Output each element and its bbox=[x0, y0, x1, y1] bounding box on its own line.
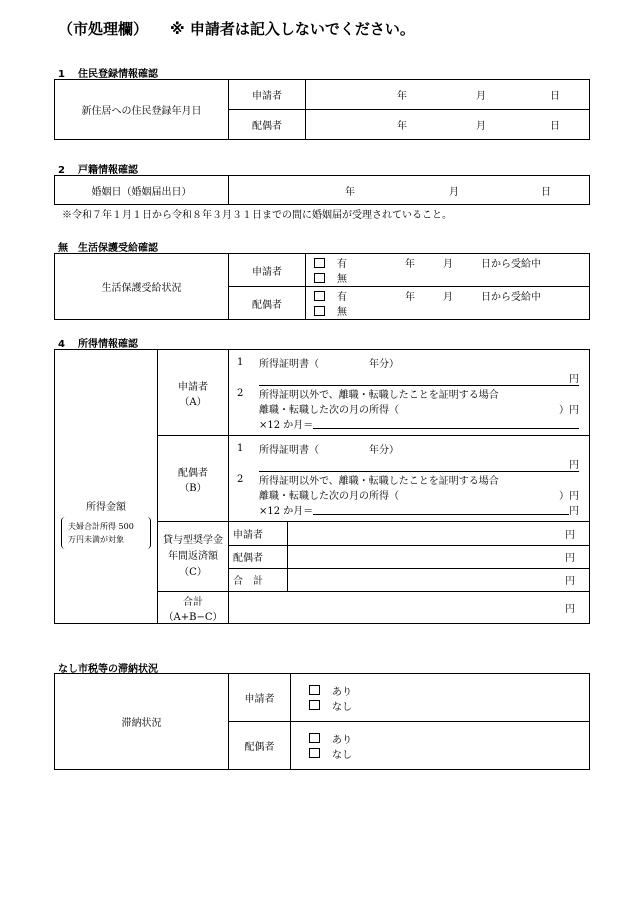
section-5-title: なし市税等の滞納状況 bbox=[58, 664, 158, 675]
resident-applicant-label: 申請者 bbox=[229, 80, 306, 110]
marriage-date-field[interactable]: 年 月 日 bbox=[229, 176, 590, 205]
welfare-spouse-options: 有 年 月 日から受給中 無 bbox=[306, 287, 590, 320]
resident-applicant-date[interactable]: 年 月 日 bbox=[306, 80, 590, 110]
arrears-applicant-label: 申請者 bbox=[229, 674, 291, 722]
welfare-spouse-no-checkbox[interactable] bbox=[314, 306, 325, 316]
scholarship-applicant-label: 申請者 bbox=[229, 522, 287, 545]
section-4-title: 4 所得情報確認 bbox=[58, 339, 138, 350]
welfare-table bbox=[54, 253, 590, 320]
welfare-applicant-no-checkbox[interactable] bbox=[314, 273, 325, 283]
welfare-applicant-label: 申請者 bbox=[229, 254, 306, 287]
family-register-table bbox=[54, 175, 590, 205]
resident-row-label: 新住居への住民登録年月日 bbox=[55, 80, 229, 140]
grand-total-label: 合計 （A+B−C） bbox=[158, 592, 229, 624]
welfare-applicant-yes-checkbox[interactable] bbox=[314, 258, 325, 268]
income-applicant-cert-amount[interactable]: 円 bbox=[259, 370, 579, 386]
income-spouse-label: 配偶者 （B） bbox=[158, 436, 229, 522]
arrears-spouse-options: あり なし bbox=[291, 722, 590, 770]
scholarship-total-label: 合 計 bbox=[229, 568, 287, 591]
resident-spouse-label: 配偶者 bbox=[229, 110, 306, 140]
income-spouse-cert-amount[interactable]: 円 bbox=[259, 456, 579, 472]
arrears-spouse-label: 配偶者 bbox=[229, 722, 291, 770]
income-table bbox=[54, 349, 590, 624]
scholarship-applicant-amount[interactable]: 円 bbox=[565, 529, 575, 541]
income-label-cell bbox=[55, 350, 158, 624]
arrears-row-label: 滞納状況 bbox=[55, 674, 229, 770]
resident-spouse-date[interactable]: 年 月 日 bbox=[306, 110, 590, 140]
welfare-row-label: 生活保護受給状況 bbox=[55, 254, 229, 320]
scholarship-spouse-amount[interactable]: 円 bbox=[287, 545, 589, 568]
arrears-spouse-yes-checkbox[interactable] bbox=[309, 733, 320, 743]
arrears-applicant-options: あり なし bbox=[291, 674, 590, 722]
welfare-applicant-options: 有 年 月 日から受給中 無 bbox=[306, 254, 590, 287]
arrears-applicant-no-checkbox[interactable] bbox=[309, 700, 320, 710]
marriage-note: ※令和７年１月１日から令和８年３月３１日までの間に婚姻届が受理されていること。 bbox=[62, 210, 452, 221]
income-spouse-detail: 1 所得証明書（ 年分） 円 2 所得証明以外で、離職・転職したことを証明する場合 離職・転職した次の月の所得（ ）円 ×12 か月＝ 円 bbox=[229, 436, 590, 522]
income-applicant-label: 申請者 （A） bbox=[158, 350, 229, 436]
arrears-spouse-no-checkbox[interactable] bbox=[309, 748, 320, 758]
income-bracket-note: 夫婦合計所得 500 万円未満が対象 bbox=[61, 517, 151, 549]
scholarship-total-amount[interactable]: 円 bbox=[287, 568, 589, 591]
tax-arrears-table bbox=[54, 673, 590, 770]
page-header bbox=[58, 18, 415, 39]
header-label: （市処理欄） bbox=[58, 20, 149, 38]
welfare-spouse-label: 配偶者 bbox=[229, 287, 306, 320]
arrears-applicant-yes-checkbox[interactable] bbox=[309, 685, 320, 695]
income-spouse-x12-field[interactable] bbox=[313, 504, 569, 515]
income-applicant-detail: 1 所得証明書（ 年分） 円 2 所得証明以外で、離職・転職したことを証明する場合 離職・転職した次の月の所得（ ）円 ×12 か月＝ bbox=[229, 350, 590, 436]
income-label: 所得金額 bbox=[86, 502, 126, 513]
section-1-title: 1 住民登録情報確認 bbox=[58, 69, 158, 80]
header-note: ※ 申請者は記入しないでください。 bbox=[170, 20, 415, 38]
scholarship-spouse-label: 配偶者 bbox=[229, 545, 287, 568]
scholarship-label: 貸与型奨学金 年間返済額 （C） bbox=[158, 522, 229, 592]
section-2-title: 2 戸籍情報確認 bbox=[58, 165, 138, 176]
marriage-date-label: 婚姻日（婚姻届出日） bbox=[55, 176, 229, 205]
income-applicant-x12-field[interactable] bbox=[313, 418, 579, 429]
section-3-title: 無 生活保護受給確認 bbox=[58, 243, 158, 254]
welfare-spouse-yes-checkbox[interactable] bbox=[314, 291, 325, 301]
grand-total-amount[interactable]: 円 bbox=[229, 592, 590, 624]
resident-registration-table bbox=[54, 79, 590, 140]
scholarship-detail bbox=[229, 522, 590, 592]
